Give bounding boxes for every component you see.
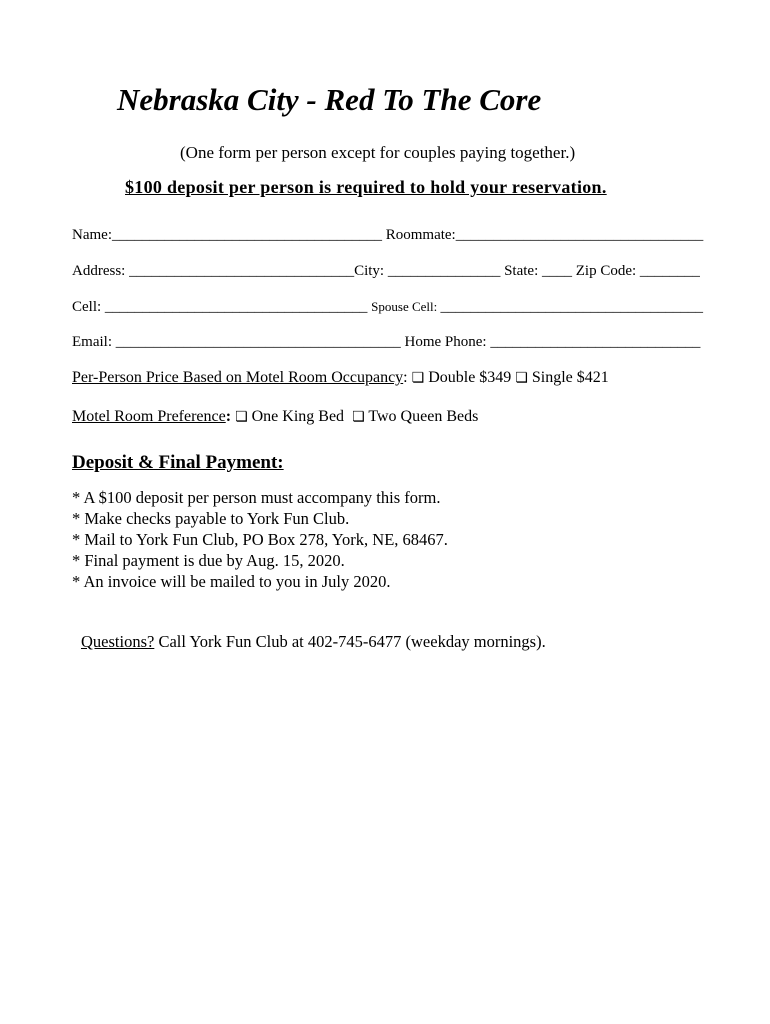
spouse-cell-field[interactable]: ___________________________________ — [440, 299, 704, 315]
email-phone-row[interactable]: Email: ______________________________________ Home Phone: ____________________________ — [72, 334, 701, 350]
list-item: * An invoice will be mailed to you in July 2020. — [72, 572, 391, 591]
page-title: Nebraska City - Red To The Core — [117, 82, 542, 117]
cell-field[interactable]: Cell: ___________________________________ — [72, 299, 372, 315]
list-item: * Make checks payable to York Fun Club. — [72, 509, 350, 528]
option-double: Double $349 — [428, 369, 512, 386]
questions-label: Questions? — [81, 632, 155, 651]
price-row: Per-Person Price Based on Motel Room Occupancy: ❏ Double $349 ❏ Single $421 — [72, 369, 609, 386]
list-item: * A $100 deposit per person must accompany this form. — [72, 488, 441, 507]
option-single: Single $421 — [531, 369, 609, 386]
checkbox-icon[interactable]: ❏ — [515, 370, 528, 386]
payment-list — [72, 487, 448, 592]
name-roommate-row[interactable]: Name:____________________________________ Roommate:_________________________________ — [72, 227, 704, 243]
option-queen: Two Queen Beds — [368, 408, 479, 425]
checkbox-icon[interactable]: ❏ — [352, 409, 365, 425]
preference-row: Motel Room Preference: ❏ One King Bed ❏ Two Queen Beds — [72, 408, 479, 425]
address-row[interactable]: Address: ______________________________City: _______________ State: ____ Zip Code: ________ — [72, 263, 700, 279]
checkbox-icon[interactable]: ❏ — [235, 409, 248, 425]
payment-heading: Deposit & Final Payment: — [72, 452, 284, 473]
spouse-cell-label: Spouse Cell: — [371, 299, 441, 314]
questions-line — [81, 632, 546, 652]
subtitle: (One form per person except for couples paying together.) — [180, 143, 576, 162]
option-king: One King Bed — [251, 408, 345, 425]
checkbox-icon[interactable]: ❏ — [411, 370, 425, 386]
list-item: * Final payment is due by Aug. 15, 2020. — [72, 551, 345, 570]
preference-label: Motel Room Preference — [72, 408, 226, 425]
list-item: * Mail to York Fun Club, PO Box 278, York, NE, 68467. — [72, 530, 448, 549]
price-label: Per-Person Price Based on Motel Room Occupancy — [72, 369, 404, 386]
deposit-notice: $100 deposit per person is required to hold your reservation. — [125, 177, 607, 197]
cell-row[interactable] — [72, 299, 703, 316]
questions-text: Call York Fun Club at 402-745-6477 (weekday mornings). — [154, 632, 546, 651]
